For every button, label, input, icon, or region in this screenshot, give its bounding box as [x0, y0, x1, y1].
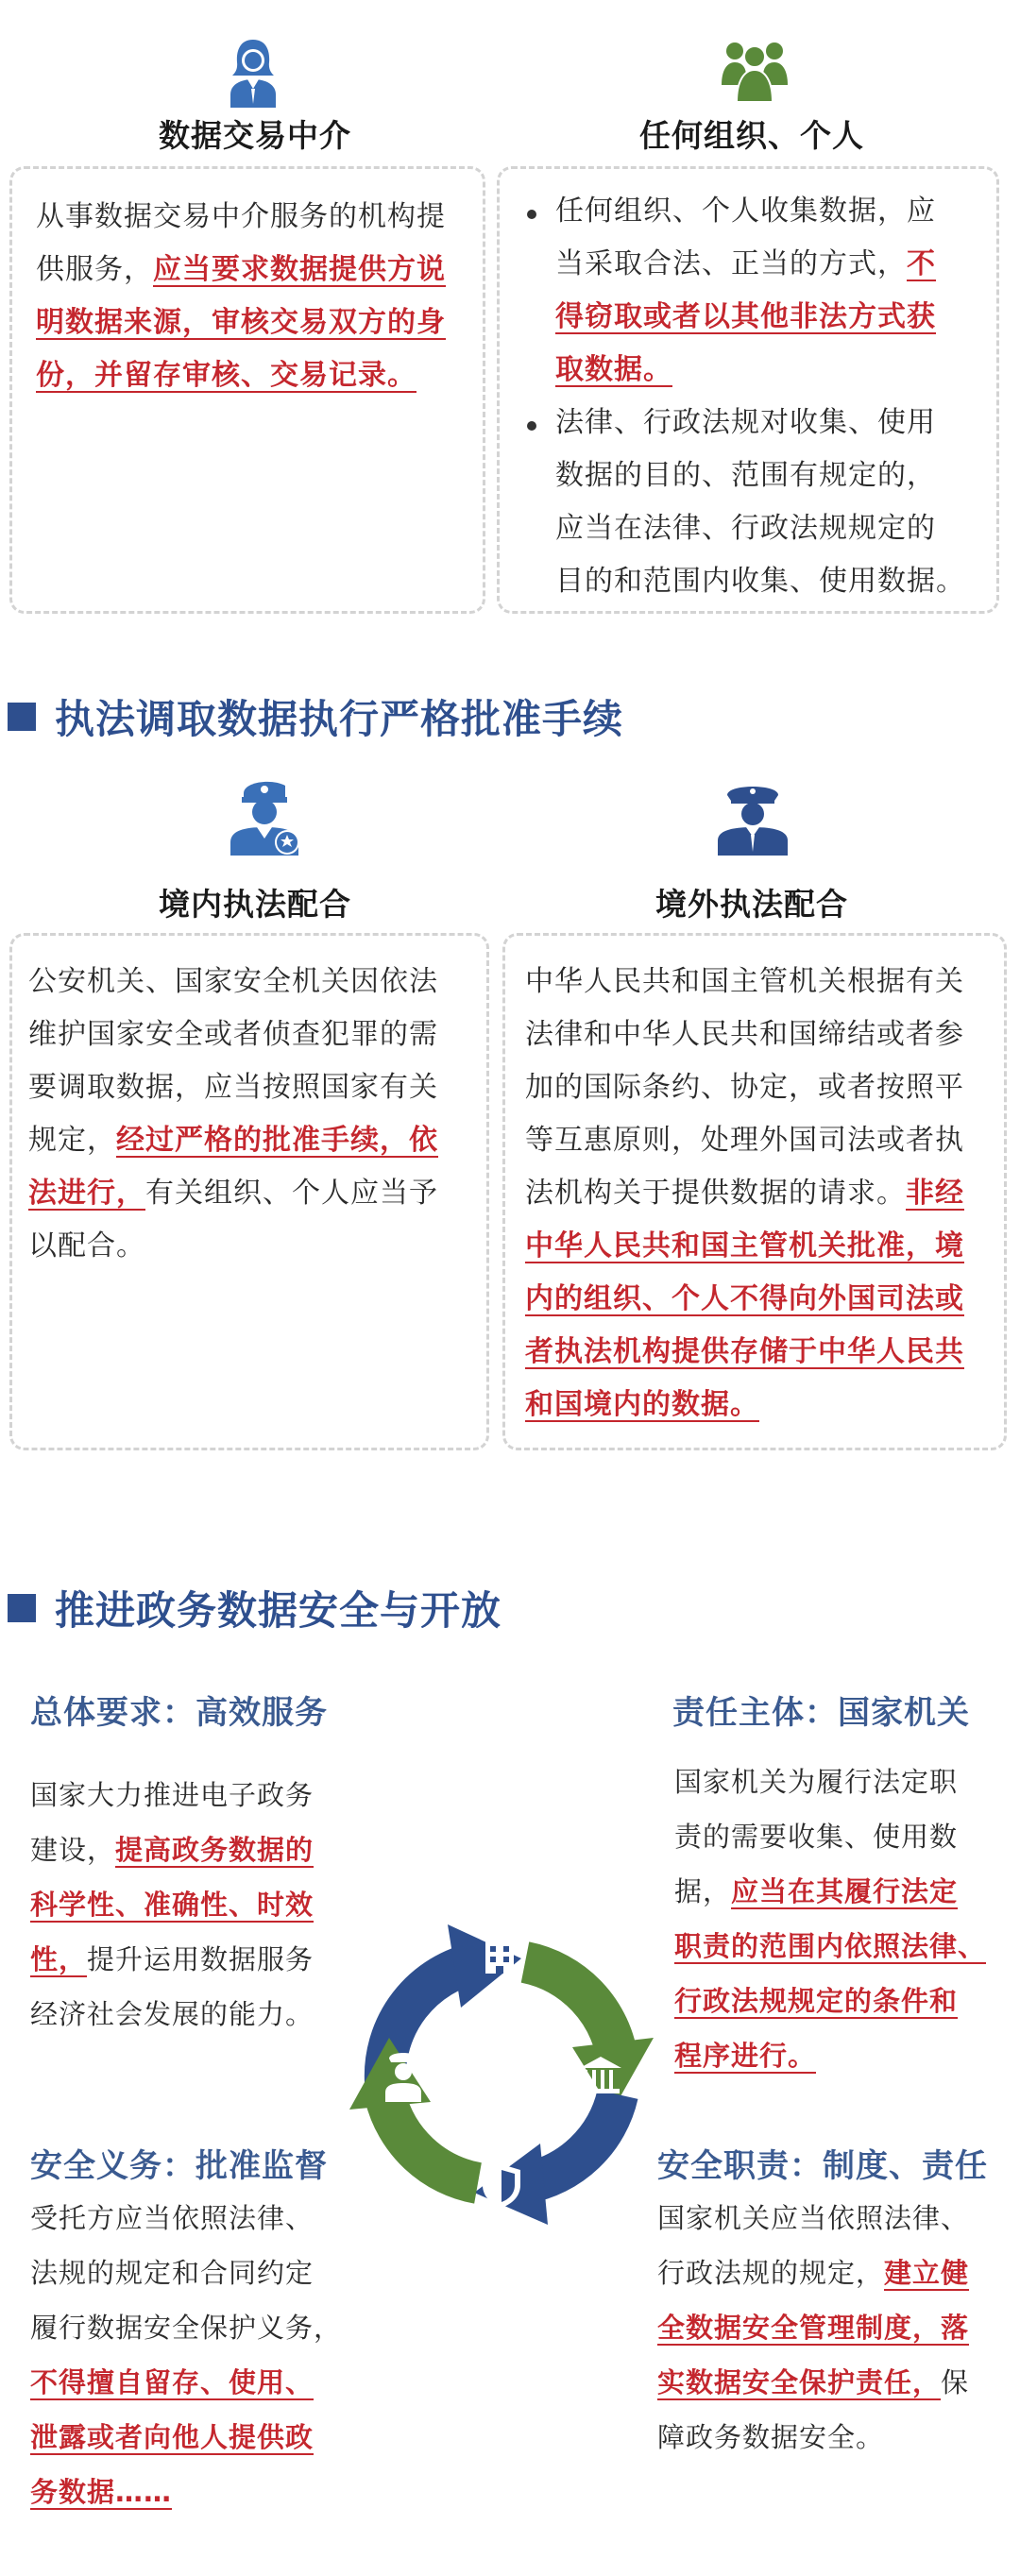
body-text: 受托方应当依照法律、: [30, 2202, 314, 2234]
text-line: [657, 2191, 1020, 2246]
highlight-text: 全数据安全管理制度，落: [657, 2312, 970, 2344]
police-officer-icon: [225, 776, 306, 856]
text-line: [28, 1008, 489, 1061]
text-line: [30, 2300, 389, 2355]
bullet-dot: [527, 421, 536, 431]
text-line: [28, 1061, 489, 1114]
text-line: [28, 1220, 489, 1273]
text-line: [674, 1754, 1020, 1809]
text-line: [525, 1114, 1007, 1167]
text-line: [555, 397, 990, 449]
text-line: [30, 1768, 351, 1822]
text-line: [30, 1822, 351, 1877]
any-org-text-2: [555, 397, 990, 608]
highlight-text: 应当在其履行法定: [731, 1875, 959, 1907]
text-line: [555, 344, 990, 397]
highlight-text: 中华人民共和国主管机关批准，境: [525, 1229, 964, 1263]
highlight-text: 内的组织、个人不得向外国司法或: [525, 1282, 964, 1315]
highlight-text: 明数据来源，审核交易双方的身: [36, 306, 446, 339]
body-text: 有关组织、个人应当予: [145, 1177, 438, 1210]
cycle-diagram: [346, 1917, 657, 2229]
text-line: [674, 2028, 1020, 2083]
section-title: 推进政务数据安全与开放: [55, 1587, 502, 1634]
highlight-text: 经过严格的批准手续，依: [116, 1124, 438, 1157]
highlight-text: 不得擅自留存、使用、: [30, 2366, 314, 2398]
text-line: [30, 2465, 389, 2519]
text-line: [30, 2355, 389, 2410]
highlight-text: 提高政务数据的: [115, 1834, 314, 1866]
highlight-text: 应当要求数据提供方说: [153, 253, 446, 286]
highlight-text: 不: [907, 247, 936, 280]
group-people-icon: [720, 38, 790, 102]
officer-uniform-icon: [714, 776, 791, 856]
body-text: 建设，: [30, 1834, 116, 1866]
text-line: [30, 2410, 389, 2465]
body-text: 维护国家安全或者侦查犯罪的需: [28, 1018, 438, 1051]
bullet-dot: [527, 210, 536, 219]
highlight-text: 科学性、准确性、时效: [30, 1889, 314, 1921]
section-marker: [8, 1594, 36, 1622]
intermediary-text: [36, 191, 480, 402]
column-title-intermediary: 数据交易中介: [159, 117, 351, 154]
highlight-text: 非经: [906, 1177, 964, 1210]
body-text: 供服务，: [36, 253, 153, 286]
text-line: [555, 555, 990, 608]
domestic-text: [28, 956, 489, 1273]
heading-overall-requirement: 总体要求：高效服务: [30, 1694, 328, 1732]
column-title-overseas: 境外执法配合: [655, 886, 848, 923]
text-overall-requirement: [30, 1768, 351, 2042]
text-line: [36, 297, 480, 349]
text-line: [28, 956, 489, 1008]
body-text: 法机构关于提供数据的请求。: [525, 1177, 906, 1210]
body-text: 法规的规定和合同约定: [30, 2257, 314, 2289]
body-text: 履行数据安全保护义务，: [30, 2312, 343, 2344]
text-line: [525, 1326, 1007, 1379]
body-text: 当采取合法、正当的方式，: [555, 247, 907, 280]
text-line: [555, 449, 990, 502]
column-title-any-org: 任何组织、个人: [639, 117, 864, 154]
highlight-text: 法进行，: [28, 1177, 145, 1210]
any-org-text-1: [555, 185, 990, 397]
overseas-text: [525, 956, 1007, 1432]
text-security-duty: [657, 2191, 1020, 2465]
text-line: [525, 956, 1007, 1008]
body-text: 责的需要收集、使用数: [674, 1821, 959, 1853]
highlight-text: 职责的范围内依照法律、: [674, 1930, 987, 1962]
text-line: [30, 1987, 351, 2042]
text-line: [657, 2355, 1020, 2410]
section-heading-gov-data: [8, 1585, 502, 1632]
female-agent-icon: [229, 36, 278, 108]
text-line: [30, 1877, 351, 1932]
text-line: [28, 1114, 489, 1167]
highlight-text: 份，并留存审核、交易记录。: [36, 359, 416, 392]
text-line: [657, 2300, 1020, 2355]
body-text: 任何组织、个人收集数据，应: [555, 195, 936, 228]
body-text: 国家机关为履行法定职: [674, 1766, 959, 1798]
text-line: [674, 1809, 1020, 1864]
building-icon: [485, 1941, 514, 1974]
heading-security-obligation: 安全义务：批准监督: [30, 2147, 328, 2185]
text-line: [36, 349, 480, 402]
highlight-text: 行政法规规定的条件和: [674, 1985, 959, 2017]
body-text: 规定，: [28, 1124, 116, 1157]
body-text: 要调取数据，应当按照国家有关: [28, 1071, 438, 1104]
section-heading-enforcement: [8, 693, 623, 740]
body-text: 公安机关、国家安全机关因依法: [28, 965, 438, 998]
body-text: 法律和中华人民共和国缔结或者参: [525, 1018, 964, 1051]
text-line: [36, 191, 480, 244]
highlight-text: 和国境内的数据。: [525, 1388, 759, 1421]
body-text: 国家大力推进电子政务: [30, 1779, 314, 1811]
body-text: 国家机关应当依照法律、: [657, 2202, 970, 2234]
highlight-text: 务数据……: [30, 2476, 173, 2508]
text-line: [30, 1932, 351, 1987]
text-line: [525, 1379, 1007, 1432]
body-text: 应当在法律、行政法规规定的: [555, 512, 936, 545]
text-security-obligation: [30, 2191, 389, 2519]
text-line: [674, 1974, 1020, 2028]
body-text: 据，: [674, 1875, 732, 1907]
text-line: [674, 1919, 1020, 1974]
highlight-text: 实数据安全保护责任，: [657, 2366, 942, 2398]
body-text: 从事数据交易中介服务的机构提: [36, 200, 446, 233]
body-text: 障政务数据安全。: [657, 2421, 885, 2453]
text-line: [657, 2246, 1020, 2300]
body-text: 提升运用数据服务: [87, 1943, 314, 1975]
text-line: [657, 2410, 1020, 2465]
text-line: [30, 2246, 389, 2300]
text-line: [555, 238, 990, 291]
text-line: [525, 1008, 1007, 1061]
body-text: 以配合。: [28, 1229, 145, 1263]
body-text: 保: [941, 2366, 970, 2398]
text-line: [30, 2191, 389, 2246]
text-line: [28, 1167, 489, 1220]
highlight-text: 程序进行。: [674, 2040, 817, 2072]
text-line: [525, 1061, 1007, 1114]
text-line: [555, 185, 990, 238]
heading-responsible-subject: 责任主体：国家机关: [672, 1694, 970, 1732]
text-line: [674, 1864, 1020, 1919]
body-text: 经济社会发展的能力。: [30, 1998, 314, 2030]
text-line: [525, 1273, 1007, 1326]
body-text: 目的和范围内收集、使用数据。: [555, 565, 965, 598]
text-line: [525, 1220, 1007, 1273]
text-responsible-subject: [674, 1754, 1020, 2083]
text-line: [555, 291, 990, 344]
highlight-text: 得窃取或者以其他非法方式获: [555, 300, 936, 333]
highlight-text: 性，: [30, 1943, 88, 1975]
body-text: 数据的目的、范围有规定的，: [555, 459, 936, 492]
highlight-text: 泄露或者向他人提供政: [30, 2421, 314, 2453]
heading-security-duty: 安全职责：制度、责任: [657, 2147, 988, 2185]
column-title-domestic: 境内执法配合: [159, 886, 351, 923]
section-title: 执法调取数据执行严格批准手续: [55, 696, 624, 742]
section-marker: [8, 703, 36, 731]
highlight-text: 者执法机构提供存储于中华人民共: [525, 1335, 964, 1368]
body-text: 法律、行政法规对收集、使用: [555, 406, 936, 439]
body-text: 加的国际条约、协定，或者按照平: [525, 1071, 964, 1104]
text-line: [555, 502, 990, 555]
highlight-text: 建立健: [884, 2257, 970, 2289]
body-text: 中华人民共和国主管机关根据有关: [525, 965, 964, 998]
highlight-text: 取数据。: [555, 353, 672, 386]
body-text: 等互惠原则，处理外国司法或者执: [525, 1124, 964, 1157]
body-text: 行政法规的规定，: [657, 2257, 885, 2289]
text-line: [36, 244, 480, 297]
text-line: [525, 1167, 1007, 1220]
